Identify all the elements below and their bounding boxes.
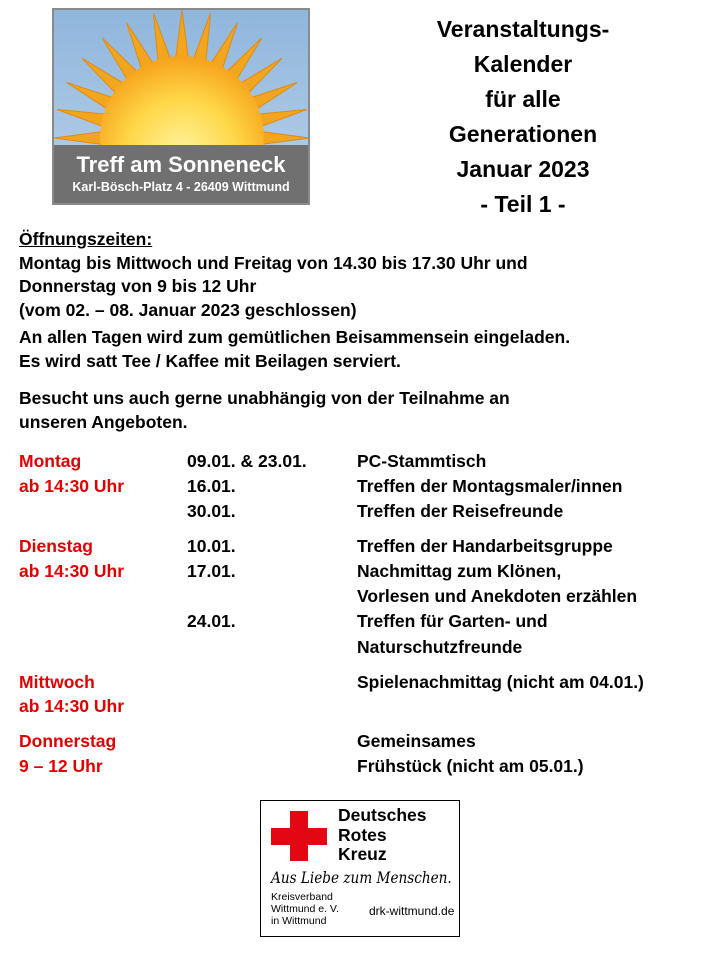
time-thursday: 9 – 12 Uhr <box>19 756 103 776</box>
time-wednesday: ab 14:30 Uhr <box>19 696 125 716</box>
title-line: Veranstaltungs- <box>436 16 610 42</box>
event-title: Vorlesen und Anekdoten erzählen <box>357 586 638 606</box>
drk-kv-line: in Wittmund <box>271 915 327 927</box>
drk-motto: Aus Liebe zum Menschen. <box>271 868 452 887</box>
title-line: - Teil 1 - <box>480 191 566 217</box>
drk-kreisverband <box>271 891 339 927</box>
event-title: Treffen der Handarbeitsgruppe <box>357 536 613 556</box>
drk-logo <box>260 800 460 937</box>
day-monday: Montag <box>19 451 82 471</box>
opening-line: (vom 02. – 08. Januar 2023 geschlossen) <box>19 300 357 320</box>
event-title: Frühstück (nicht am 05.01.) <box>357 756 584 776</box>
event-title: PC-Stammtisch <box>357 451 487 471</box>
visit-line: Besucht uns auch gerne unabhängig von der Teilnahme an <box>19 388 510 408</box>
event-title: Naturschutzfreunde <box>357 637 523 657</box>
drk-name-line: Deutsches <box>338 805 427 825</box>
title-line: für alle <box>485 86 561 112</box>
page-title <box>375 12 671 222</box>
logo-caption <box>54 145 308 203</box>
opening-line: Donnerstag von 9 bis 12 Uhr <box>19 276 257 296</box>
opening-heading: Öffnungszeiten: <box>19 229 153 249</box>
time-monday: ab 14:30 Uhr <box>19 476 125 496</box>
opening-line: Montag bis Mittwoch und Freitag von 14.30 bis 17.30 Uhr und <box>19 253 528 273</box>
day-thursday: Donnerstag <box>19 731 117 751</box>
drk-name-line: Kreuz <box>338 844 387 864</box>
event-date: 30.01. <box>187 501 236 521</box>
event-title: Spielenachmittag (nicht am 04.01.) <box>357 672 644 692</box>
event-title: Treffen für Garten- und <box>357 611 548 631</box>
visit-line: unseren Angeboten. <box>19 412 188 432</box>
time-tuesday: ab 14:30 Uhr <box>19 561 125 581</box>
event-title: Nachmittag zum Klönen, <box>357 561 562 581</box>
red-cross-icon <box>271 811 327 861</box>
title-line: Januar 2023 <box>456 156 590 182</box>
opening-line: Es wird satt Tee / Kaffee mit Beilagen serviert. <box>19 351 401 371</box>
event-title: Treffen der Reisefreunde <box>357 501 564 521</box>
drk-name <box>338 806 427 865</box>
title-line: Kalender <box>473 51 573 77</box>
event-date: 16.01. <box>187 476 236 496</box>
day-wednesday: Mittwoch <box>19 672 95 692</box>
opening-line: An allen Tagen wird zum gemütlichen Beisammensein eingeladen. <box>19 327 571 347</box>
event-title: Treffen der Montagsmaler/innen <box>357 476 623 496</box>
drk-kv-line: Kreisverband <box>271 891 333 903</box>
event-date: 24.01. <box>187 611 236 631</box>
event-date: 17.01. <box>187 561 236 581</box>
treff-logo <box>52 8 310 205</box>
drk-website: drk-wittmund.de <box>369 904 455 918</box>
drk-kv-line: Wittmund e. V. <box>271 903 339 915</box>
day-tuesday: Dienstag <box>19 536 93 556</box>
logo-name: Treff am Sonneneck <box>76 152 286 177</box>
logo-address: Karl-Bösch-Platz 4 - 26409 Wittmund <box>72 180 290 194</box>
event-date: 10.01. <box>187 536 236 556</box>
drk-name-line: Rotes <box>338 824 387 845</box>
event-title: Gemeinsames <box>357 731 476 751</box>
event-date: 09.01. & 23.01. <box>187 451 307 471</box>
title-line: Generationen <box>448 121 598 147</box>
